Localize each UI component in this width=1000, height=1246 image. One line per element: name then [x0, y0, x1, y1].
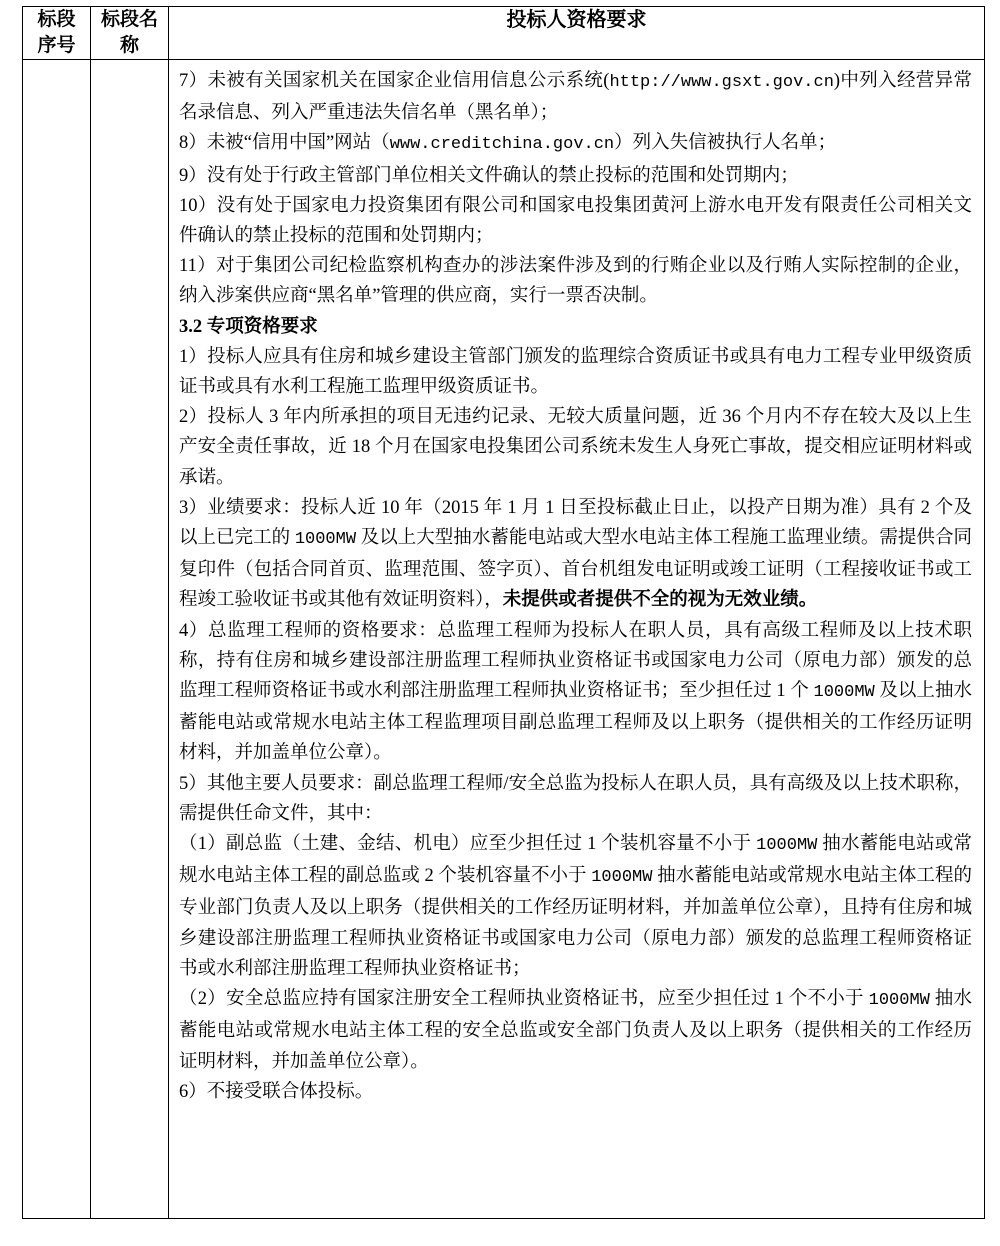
- column-header-section-name: [91, 7, 169, 60]
- column-header-section-number: [23, 7, 91, 60]
- qualification-content: [169, 60, 984, 1111]
- special-qualification-item-2: 2）投标人 3 年内所承担的项目无违约记录、无较大质量问题，近 36 个月内不存在较大及以上生产安全责任事故，近 18 个月在国家电投集团公司系统未发生人身死亡事故，提交相应证明材料或承诺。: [179, 407, 972, 488]
- special-qualification-item-6: 6）不接受联合体投标。: [179, 1081, 374, 1102]
- special-qualification-item-5-1: （1）副总监（土建、金结、机电）应至少担任过 1 个装机容量不小于 1000MW 抽水蓄能电站或常规水电站主体工程的副总监或 2 个装机容量不小于 1000MW 抽水蓄能电站或常规水电站主体工程的专业部门负责人及以上职务（提供相关的工作经历证明材料，并加盖单位公章），且持有住房和城乡建设部注册监理工程师执业资格证书或国家电力公司（原电力部）颁发的总监理工程师资格证书或水利部注册监理工程师执业资格证书；: [179, 834, 972, 979]
- special-qualification-item-5: 5）其他主要人员要求：副总监理工程师/安全总监为投标人在职人员，具有高级及以上技术职称，需提供任命文件，其中：: [179, 773, 972, 824]
- qualification-item-7: 7）未被有关国家机关在国家企业信用信息公示系统(http://www.gsxt.gov.cn)中列入经营异常名录信息、列入严重违法失信名单（黑名单）；: [179, 71, 972, 124]
- column-header-section-name-line2: 称: [119, 35, 139, 56]
- qualification-item-9: 9）没有处于行政主管部门单位相关文件确认的禁止投标的范围和处罚期内；: [179, 165, 799, 186]
- column-header-section-number-line2: 序号: [37, 35, 76, 56]
- table-row: [23, 60, 985, 1219]
- special-qualification-item-4: 4）总监理工程师的资格要求：总监理工程师为投标人在职人员，具有高级工程师及以上技术职称，持有住房和城乡建设部注册监理工程师执业资格证书或国家电力公司（原电力部）颁发的总监理工程师资格证书或水利部注册监理工程师执业资格证书；至少担任过 1 个 1000MW 及以上抽水蓄能电站或常规水电站主体工程监理项目副总监理工程师及以上职务（提供相关的工作经历证明材料，并加盖单位公章）。: [179, 620, 972, 764]
- cell-section-number: [23, 60, 91, 1219]
- bid-qualification-table: [22, 6, 985, 1219]
- table-header-row: [23, 7, 985, 60]
- section-heading-3-2: 3.2 专项资格要求: [179, 316, 318, 337]
- special-qualification-item-5-2: （2）安全总监应持有国家注册安全工程师执业资格证书，应至少担任过 1 个不小于 1000MW 抽水蓄能电站或常规水电站主体工程的安全总监或安全部门负责人及以上职务（提供相关的工作经历证明材料，并加盖单位公章）。: [179, 989, 972, 1072]
- qualification-item-11: 11）对于集团公司纪检监察机构查办的涉法案件涉及到的行贿企业以及行贿人实际控制的企业，纳入涉案供应商“黑名单”管理的供应商，实行一票否决制。: [179, 256, 972, 307]
- column-header-section-number-line1: 标段: [37, 9, 76, 30]
- column-header-section-name-line1: 标段名: [100, 9, 158, 30]
- special-qualification-item-1: 1）投标人应具有住房和城乡建设主管部门颁发的监理综合资质证书或具有电力工程专业甲级资质证书或具有水利工程施工监理甲级资质证书。: [179, 346, 972, 398]
- qualification-item-8: 8）未被“信用中国”网站（www.creditchina.gov.cn）列入失信被执行人名单；: [179, 133, 837, 155]
- qualification-item-10: 10）没有处于国家电力投资集团有限公司和国家电投集团黄河上游水电开发有限责任公司相关文件确认的禁止投标的范围和处罚期内；: [179, 195, 972, 247]
- cell-section-name: [91, 60, 169, 1219]
- special-qualification-item-3: 3）业绩要求：投标人近 10 年（2015 年 1 月 1 日至投标截止日止，以投产日期为准）具有 2 个及以上已完工的 1000MW 及以上大型抽水蓄能电站或大型水电站主体工程施工监理业绩。需提供合同复印件（包括合同首页、监理范围、签字页）、首台机组发电证明或竣工证明（工程接收证书或工程竣工验收证书或其他有效证明资料），未提供或者提供不全的视为无效业绩。: [179, 497, 972, 611]
- column-header-bidder-qualification: 投标人资格要求: [169, 7, 985, 60]
- cell-bidder-qualification: [169, 60, 985, 1219]
